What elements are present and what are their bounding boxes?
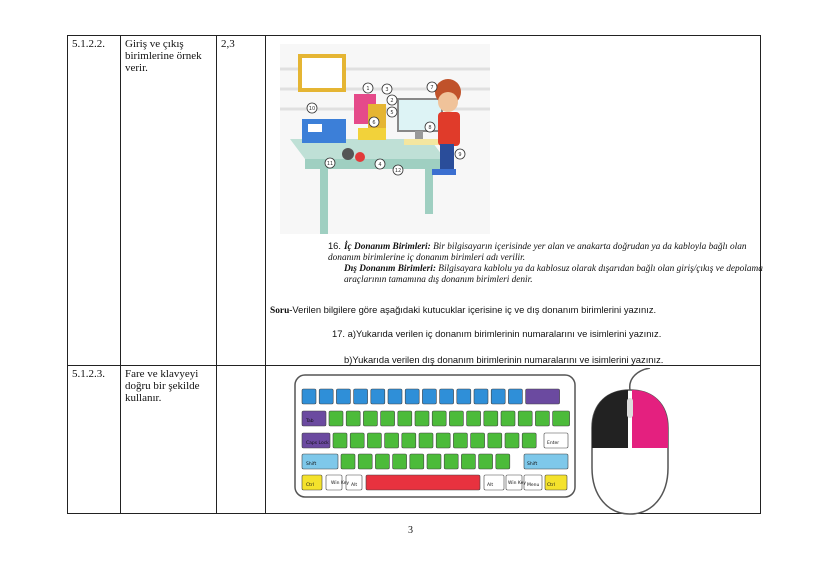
keyboard-key xyxy=(341,454,355,469)
keyboard-key xyxy=(508,389,522,404)
external-hardware-title: Dış Donanım Birimleri: xyxy=(344,264,436,274)
keyboard-key xyxy=(491,389,505,404)
keyboard-key xyxy=(474,389,488,404)
keyboard-key xyxy=(385,433,399,448)
keyboard-key xyxy=(415,411,429,426)
keyboard-key xyxy=(496,454,510,469)
hardware-illustration xyxy=(280,44,490,234)
keyboard-key xyxy=(358,454,372,469)
keyboard-key xyxy=(366,475,480,490)
keyboard-key xyxy=(535,411,549,426)
keyboard-key xyxy=(471,433,485,448)
keyboard-key xyxy=(354,389,368,404)
question-label: Soru- xyxy=(270,306,293,316)
figure-number: 8 xyxy=(428,125,432,131)
figure-number: 7 xyxy=(430,85,434,91)
keyboard-key xyxy=(302,389,316,404)
keyboard-key xyxy=(367,433,381,448)
tab-key-label: Tab xyxy=(306,419,314,424)
keyboard-key xyxy=(371,389,385,404)
left-ctrl-key-label: Ctrl xyxy=(306,483,315,488)
keyboard-key xyxy=(419,433,433,448)
figure-number: 3 xyxy=(385,87,389,93)
keyboard-key xyxy=(422,389,436,404)
figure-number: 4 xyxy=(378,162,382,168)
outcome-cell: Fare ve klavyeyi doğru bir şekilde kullanır. xyxy=(121,366,217,514)
keyboard-key xyxy=(526,389,560,404)
right-shift-key-label: Shift xyxy=(527,462,538,467)
outcome-cell: Giriş ve çıkış birimlerine örnek verir. xyxy=(121,36,217,366)
left-shift-key-label: Shift xyxy=(306,462,317,467)
figure-number: 12 xyxy=(394,168,402,174)
curriculum-table xyxy=(67,35,761,514)
content-cell xyxy=(266,366,761,514)
right-alt-key-label: Alt xyxy=(487,483,494,488)
internal-hardware-text: Bir bilgisayarın içerisinde yer alan ve anakarta doğrudan ya da kabloyla bağlı olan donanım birimlerine iç donanım birimleri adı verilir. xyxy=(328,242,747,263)
keyboard-key xyxy=(453,433,467,448)
caps-lock-key-label: Caps Lock xyxy=(306,441,329,446)
keyboard-key xyxy=(427,454,441,469)
figure-number: 6 xyxy=(372,120,376,126)
keyboard-key xyxy=(505,433,519,448)
code-cell: 5.1.2.2. xyxy=(68,36,121,366)
question-text: Verilen bilgilere göre aşağıdaki kutucuklar içerisine iç ve dış donanım birimlerini yazınız. xyxy=(292,304,657,315)
right-ctrl-key-label: Ctrl xyxy=(547,483,556,488)
right-win-key-label: Win Key xyxy=(508,481,527,486)
hours-cell: 2,3 xyxy=(217,36,266,366)
keyboard-key xyxy=(333,433,347,448)
keyboard-key xyxy=(484,411,498,426)
question-17b: b)Yukarıda verilen dış donanım birimlerinin numaralarını ve isimlerini yazınız. xyxy=(344,354,664,365)
keyboard-key xyxy=(444,454,458,469)
keyboard-key xyxy=(457,389,471,404)
keyboard-key xyxy=(432,411,446,426)
code-cell: 5.1.2.3. xyxy=(68,366,121,514)
figure-number: 2 xyxy=(390,98,394,104)
enter-key-label: Enter xyxy=(547,441,560,446)
keyboard-key xyxy=(440,389,454,404)
keyboard-key xyxy=(346,411,360,426)
keyboard-key xyxy=(319,389,333,404)
keyboard-key xyxy=(393,454,407,469)
keyboard-key xyxy=(350,433,364,448)
figure-number: 11 xyxy=(326,161,334,167)
keyboard-key xyxy=(553,411,570,426)
left-alt-key-label: Alt xyxy=(351,483,358,488)
keyboard-key xyxy=(488,433,502,448)
internal-hardware-title: İç Donanım Birimleri: xyxy=(343,242,431,252)
keyboard-key xyxy=(436,433,450,448)
keyboard-key xyxy=(405,389,419,404)
keyboard-key xyxy=(329,411,343,426)
keyboard-key xyxy=(388,389,402,404)
mouse-illustration xyxy=(578,368,682,516)
hours-cell xyxy=(217,366,266,514)
keyboard-key xyxy=(449,411,463,426)
keyboard-key xyxy=(375,454,389,469)
keyboard-key xyxy=(461,454,475,469)
content-cell xyxy=(266,36,761,366)
figure-number: 10 xyxy=(308,106,316,112)
keyboard-key xyxy=(410,454,424,469)
table-row xyxy=(68,36,761,366)
keyboard-key xyxy=(381,411,395,426)
keyboard-key xyxy=(336,389,350,404)
figure-number: 5 xyxy=(390,110,394,116)
keyboard-key xyxy=(501,411,515,426)
keyboard-key xyxy=(467,411,481,426)
keyboard-key xyxy=(398,411,412,426)
question-17a: 17. a)Yukarıda verilen iç donanım birimlerinin numaralarını ve isimlerini yazınız. xyxy=(332,328,662,339)
keyboard-key xyxy=(402,433,416,448)
keyboard-key xyxy=(479,454,493,469)
external-hardware-text: Bilgisayara kablolu ya da kablosuz olarak dışarıdan bağlı olan giriş/çıkış ve depolama araçlarının tamamına dış donanım birimleri denir. xyxy=(344,264,763,285)
figure-number: 9 xyxy=(458,152,462,158)
keyboard-key xyxy=(363,411,377,426)
keyboard-illustration xyxy=(294,374,576,498)
question-intro xyxy=(270,304,750,317)
definition-number: 16. xyxy=(328,241,341,251)
page-number: 3 xyxy=(408,525,413,536)
figure-number: 1 xyxy=(366,86,370,92)
keyboard-key xyxy=(522,433,536,448)
definitions-block xyxy=(328,241,768,286)
left-win-key-label: Win Key xyxy=(331,481,350,486)
keyboard-key xyxy=(518,411,532,426)
table-row xyxy=(68,366,761,514)
menu-key-label: Menu xyxy=(527,483,540,488)
